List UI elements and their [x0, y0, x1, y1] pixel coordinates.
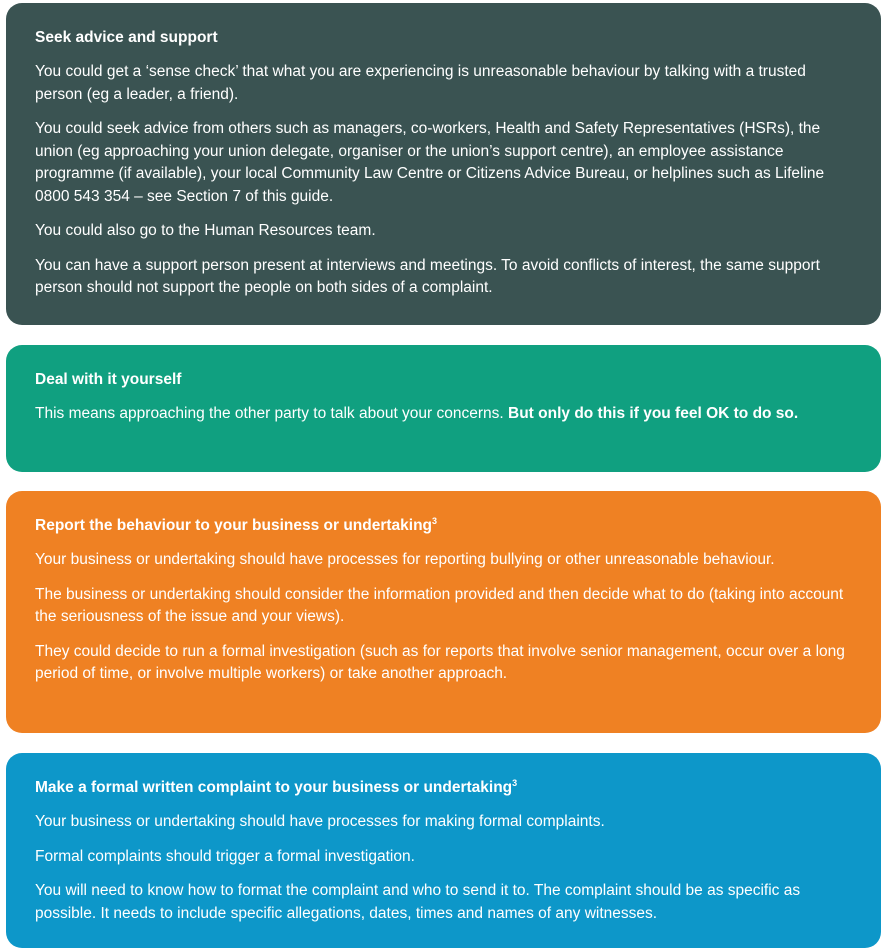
- report-behaviour-heading: [35, 515, 853, 537]
- formal-complaint-card: [6, 753, 881, 948]
- seek-advice-paragraph: You can have a support person present at interviews and meetings. To avoid conflicts of interest, the same support person should not support the people on both sides of a complaint.: [35, 256, 820, 296]
- deal-with-it-paragraph: [35, 403, 853, 426]
- formal-complaint-heading: [35, 777, 853, 799]
- deal-with-it-heading: Deal with it yourself: [35, 371, 182, 388]
- footnote-marker: 3: [512, 777, 518, 788]
- seek-advice-paragraph: You could seek advice from others such as managers, co-workers, Health and Safety Representatives (HSRs), the union (eg approaching your union delegate, organiser or the union’s support centre), an employee assistance programme (if available), your local Community Law Centre or Citizens Advice Bureau, or helplines such as Lifeline 0800 543 354 – see Section 7 of this guide.: [35, 120, 825, 205]
- seek-advice-paragraph: You could get a ‘sense check’ that what you are experiencing is unreasonable behaviour by talking with a trusted person (eg a leader, a friend).: [35, 63, 806, 103]
- deal-with-it-emphasis: But only do this if you feel OK to do so.: [508, 405, 799, 422]
- seek-advice-paragraph: You could also go to the Human Resources team.: [35, 222, 376, 239]
- formal-complaint-paragraph: Formal complaints should trigger a formal investigation.: [35, 847, 415, 865]
- report-behaviour-paragraph: The business or undertaking should consider the information provided and then decide what to do (taking into account the seriousness of the issue and your views).: [35, 585, 844, 625]
- report-behaviour-heading-text: Report the behaviour to your business or undertaking: [35, 517, 433, 534]
- deal-with-it-card: [6, 345, 881, 472]
- formal-complaint-paragraph: Your business or undertaking should have processes for making formal complaints.: [35, 813, 605, 830]
- report-behaviour-card: [6, 491, 881, 733]
- seek-advice-heading: Seek advice and support: [35, 29, 218, 46]
- footnote-marker: 3: [432, 515, 438, 526]
- report-behaviour-paragraph: Your business or undertaking should have processes for reporting bullying or other unreasonable behaviour.: [35, 551, 775, 568]
- formal-complaint-paragraph: You will need to know how to format the complaint and who to send it to. The complaint should be as specific as possible. It needs to include specific allegations, dates, times and names of any witnesses.: [35, 882, 801, 922]
- deal-with-it-text: This means approaching the other party to talk about your concerns.: [35, 405, 509, 422]
- seek-advice-card: [6, 3, 881, 325]
- formal-complaint-heading-text: Make a formal written complaint to your business or undertaking: [35, 779, 513, 796]
- report-behaviour-paragraph: They could decide to run a formal investigation (such as for reports that involve senior management, occur over a long period of time, or involve multiple workers) or take another approach.: [35, 642, 845, 682]
